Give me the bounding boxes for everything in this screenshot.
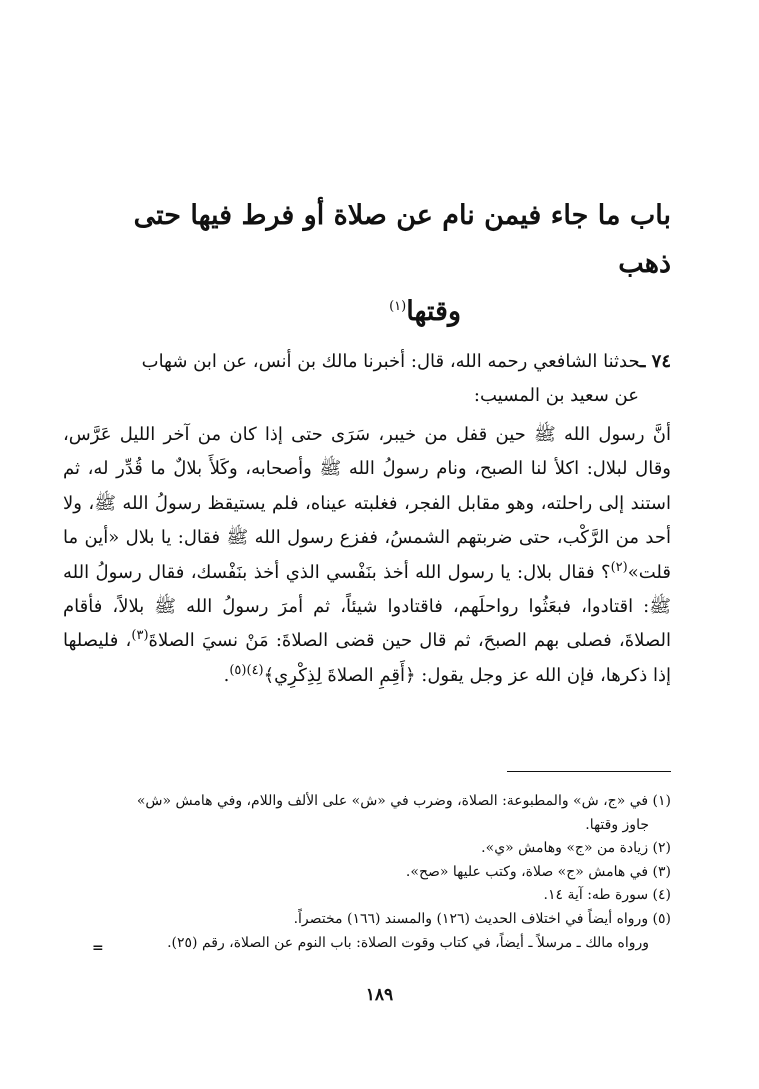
hadith-text-part2: ؟ فقال بلال: يا رسول الله أخذ بنَفْسي الذي أخذ بنَفْسك، فقال رسولُ الله ﷺ: اقتادوا، فبعَثُوا رواحلَهم، فاقتادوا شيئاً، ثم أمرَ رسولُ الله ﷺ بلالاً، فأقام الصلاةَ، فصلى بهم الصبحَ، ثم قال حين قضى الصلاةَ: مَنْ نسيَ الصلاةَ	[63, 561, 671, 652]
chapter-title-line2-text: وقتها	[406, 296, 461, 327]
footnote-5-line2: ورواه مالك ـ مرسلاً ـ أيضاً، في كتاب وقوت الصلاة: باب النوم عن الصلاة، رقم (٢٥).	[167, 934, 649, 951]
chapter-title-line1: باب ما جاء فيمن نام عن صلاة أو فرط فيها حتى ذهب	[133, 200, 671, 279]
footnote-ref-5: (٥)	[229, 662, 247, 678]
hadith-text-end: .	[223, 664, 230, 686]
footnote-2: (٢) زيادة من «ج» وهامش «ي».	[481, 840, 671, 857]
chapter-title-line2	[81, 288, 671, 336]
footnote-5	[71, 908, 671, 955]
hadith-number: ٧٤ ـ	[640, 351, 671, 372]
footnotes	[71, 790, 671, 955]
footnote-ref-2: (٢)	[610, 559, 628, 575]
hadith-text-part3: ، فليصلها إذا ذكرها، فإن الله عز وجل يقول: ﴿أَقِمِ الصلاةَ لِذِكْرِي﴾	[63, 630, 671, 686]
isnad-text: حدثنا الشافعي رحمه الله، قال: أخبرنا مالك بن أنس، عن ابن شهاب	[141, 351, 641, 372]
footnote-1-line2: جاوز وقتها.	[585, 816, 649, 833]
hadith-text-part1: أنَّ رسول الله ﷺ حين قفل من خيبر، سَرَى حتى إذا كان من آخر الليل عَرَّس، وقال لبلال: اكلأ لنا الصبح، ونام رسولُ الله ﷺ وأصحابه، وكَلأَ بلالٌ ما قُدِّر له، ثم استند إلى راحلته، وهو مقابل الفجر، فغلبته عيناه، فلم يستيقظ رسولُ الله ﷺ، ولا أحد من الرَّكْب، حتى ضربتهم الشمسُ، ففزع رسول الله ﷺ فقال: يا بلال «أين ما قلت»	[63, 424, 672, 583]
page-number: ١٨٩	[365, 985, 394, 1005]
footnote-ref-3: (٣)	[131, 628, 149, 644]
footnote-3: (٣) في هامش «ج» صلاة، وكتب عليها «صح».	[405, 863, 671, 880]
footnote-ref-1: (١)	[389, 299, 407, 314]
isnad-continuation: عن سعيد بن المسيب:	[473, 385, 639, 406]
footnote-ref-4: (٤)	[246, 662, 264, 678]
footnote-5-line1: (٥) ورواه أيضاً في اختلاف الحديث (١٢٦) والمسند (١٦٦) مختصراً.	[293, 910, 671, 927]
hadith-isnad	[71, 345, 671, 413]
chapter-title	[81, 192, 671, 336]
footnote-4: (٤) سورة طه: آية ١٤.	[543, 887, 671, 904]
footnote-1	[71, 790, 671, 837]
footnote-1-line1: (١) في «ج، ش» والمطبوعة: الصلاة، وضرب في «ش» على الألف واللام، وفي هامش «ش»	[136, 793, 671, 809]
continuation-mark: =	[92, 940, 104, 956]
footnote-separator	[507, 771, 671, 772]
hadith-text	[63, 418, 671, 693]
